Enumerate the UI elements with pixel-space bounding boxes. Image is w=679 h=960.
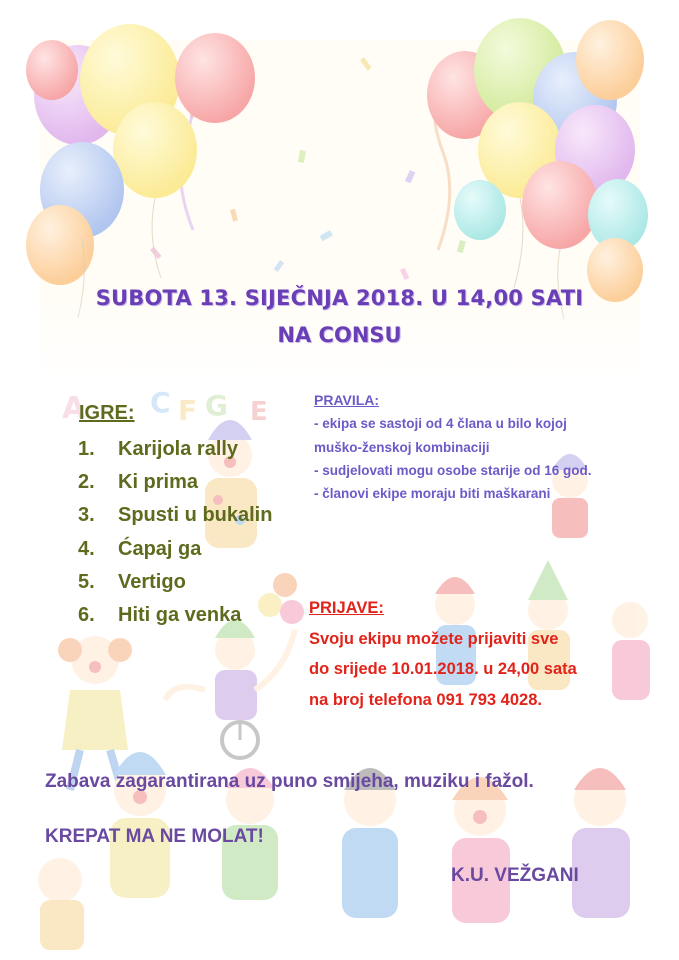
- rules-line: - članovi ekipe moraju biti maškarani: [314, 486, 551, 502]
- fun-tagline: Zabava zagarantirana uz puno smijeha, muziku i fažol.: [45, 771, 534, 792]
- rules-line: - sudjelovati mogu osobe starije od 16 god.: [314, 462, 592, 478]
- event-location-line: NA CONSU: [277, 323, 402, 347]
- registration-line: na broj telefona 091 793 4028.: [309, 690, 542, 709]
- rules-title: PRAVILA:: [314, 392, 380, 408]
- registration-block: [309, 593, 577, 715]
- list-item: 1. Karijola rally: [78, 438, 239, 460]
- registration-line: do srijede 10.01.2018. u 24,00 sata: [309, 660, 577, 678]
- registration-title: PRIJAVE:: [309, 599, 384, 617]
- organizer-signature: K.U. VEŽGANI: [451, 865, 579, 886]
- list-item: 3. Spusti u bukalin: [78, 504, 273, 527]
- list-item: 5. Vertigo: [78, 570, 186, 593]
- games-list: [78, 438, 272, 637]
- slogan: KREPAT MA NE MOLAT!: [45, 826, 264, 847]
- list-item: 6. Hiti ga venka: [78, 603, 242, 626]
- games-title: IGRE:: [79, 402, 135, 424]
- svg-text:C: C: [150, 386, 171, 419]
- rules-block: [314, 389, 592, 505]
- rules-line: - ekipa se sastoji od 4 člana u bilo kojoj: [314, 416, 567, 432]
- svg-text:G: G: [205, 389, 228, 422]
- list-item: 4. Ćapaj ga: [78, 537, 202, 560]
- svg-text:F: F: [178, 394, 198, 427]
- registration-line: Svoju ekipu možete prijaviti sve: [309, 629, 559, 648]
- list-item: 2. Ki prima: [78, 471, 199, 494]
- svg-text:E: E: [250, 397, 268, 427]
- svg-text:A: A: [62, 391, 86, 426]
- event-date-line: SUBOTA 13. SIJEČNJA 2018. U 14,00 SATI: [95, 286, 584, 310]
- rules-line: muško-ženskoj kombinaciji: [314, 439, 490, 455]
